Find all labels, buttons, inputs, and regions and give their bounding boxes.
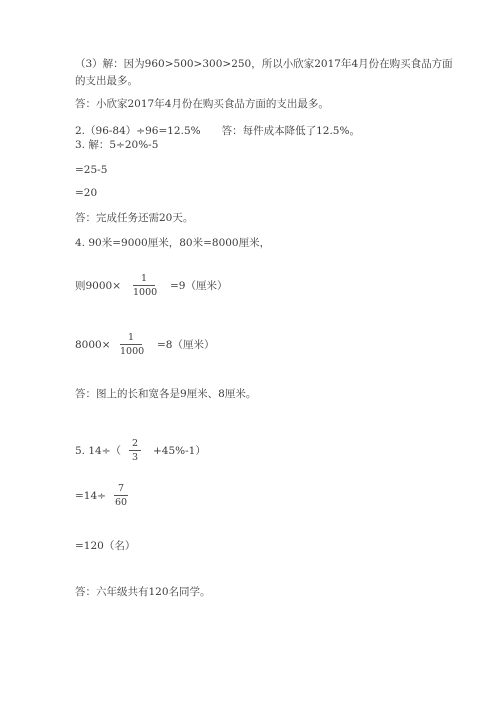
fraction-bar [133,285,155,286]
fraction-denominator: 1000 [133,287,158,298]
q5-line-3: =120（名） [75,540,136,552]
q4-line-1: 4. 90米=9000厘米，80米=8000厘米， [75,237,271,249]
q3b-answer: 答：完成任务还需20天。 [75,212,194,224]
q3-answer: 答：小欣家2017年4月份在购买食品方面的支出最多。 [75,98,329,110]
q5-row1-fraction [129,438,141,463]
fraction-denominator: 1000 [120,346,145,357]
fraction-numerator: 7 [117,483,125,494]
fraction-denominator: 3 [131,452,139,463]
q3-solution-line-2: 的支出最多。 [75,75,138,87]
q3b-line-1: 3. 解：5÷20%-5 [75,139,159,151]
fraction-bar [120,344,142,345]
q4-row1-prefix: 则9000× [75,280,122,292]
q2-line: 2.（96-84）÷96=12.5% 答：每件成本降低了12.5%。 [75,125,360,137]
q5-answer: 答：六年级共有120名同学。 [75,586,211,598]
q4-row2-prefix: 8000× [75,339,111,351]
fraction-numerator: 1 [140,273,148,284]
fraction-bar [129,450,141,451]
q4-row1-fraction [133,273,158,298]
q5-row1-prefix: 5. 14÷（ [75,445,122,457]
q4-row1-suffix: =9（厘米） [170,280,228,292]
q5-row2-fraction [114,483,128,508]
q5-row1-suffix: +45%-1） [153,445,206,457]
fraction-denominator: 60 [114,497,128,508]
fraction-numerator: 1 [127,332,135,343]
q4-row2-fraction [120,332,145,357]
q4-answer: 答：图上的长和宽各是9厘米、8厘米。 [75,388,257,400]
fraction-numerator: 2 [131,438,139,449]
fraction-bar [114,495,128,496]
q5-row2-prefix: =14÷ [75,490,106,502]
q4-row2-suffix: =8（厘米） [157,339,215,351]
q3b-line-2: =25-5 [75,164,108,176]
q3b-line-3: =20 [75,187,98,199]
q3-solution-line-1: （3）解：因为960>500>300>250，所以小欣家2017年4月份在购买食品方面 [75,58,453,70]
